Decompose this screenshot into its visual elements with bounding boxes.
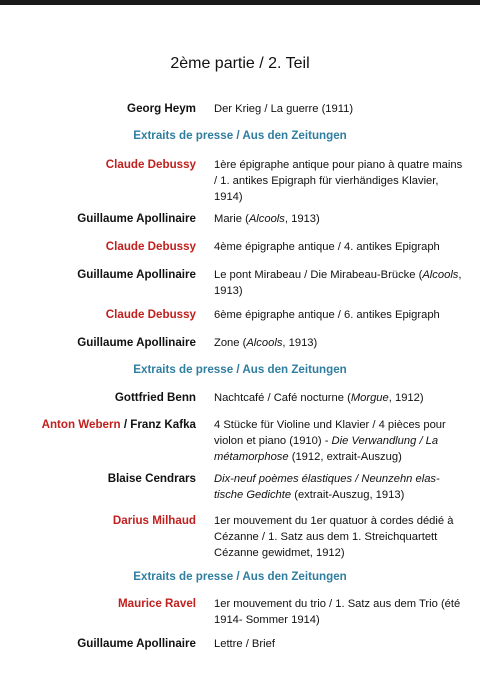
author-name-webern: Anton Webern xyxy=(41,418,121,431)
work-title: 1er mouvement du trio / 1. Satz aus dem Trio (été 1914- Sommer 1914) xyxy=(214,598,461,626)
work-text: Zone ( xyxy=(214,337,247,349)
work-italic: Dix-neuf poèmes élastiques / Neunzehn elas-tische Gedichte xyxy=(214,473,440,501)
work-text: , 1912) xyxy=(388,392,424,404)
press-label-de: Aus den Zeitungen xyxy=(242,570,347,583)
work-text: (1912, extrait-Auszug) xyxy=(288,451,402,463)
press-excerpts-heading xyxy=(0,569,480,585)
work-title xyxy=(214,417,466,465)
work-italic: Alcools xyxy=(246,337,283,349)
author-name: Claude Debussy xyxy=(105,308,196,321)
work-italic: Alcools xyxy=(248,213,285,225)
work-title: Lettre / Brief xyxy=(214,638,275,650)
press-label-de: Aus den Zeitungen xyxy=(242,363,347,376)
work-text: Marie ( xyxy=(214,213,249,225)
author-name: Claude Debussy xyxy=(105,240,196,253)
author-name: Georg Heym xyxy=(127,102,196,115)
work-text: , 1913) xyxy=(282,337,318,349)
author-name-kafka: Franz Kafka xyxy=(130,418,196,431)
work-text: (extrait-Auszug, 1913) xyxy=(291,489,405,501)
author-name: Gottfried Benn xyxy=(114,391,196,404)
work-title xyxy=(214,390,466,406)
press-excerpts-heading xyxy=(0,128,480,144)
press-label-separator: / xyxy=(233,570,243,583)
work-title: 1ère épigraphe antique pour piano à quatre mains / 1. antikes Epigraph für vierhändiges Klavier, 1914) xyxy=(214,159,463,203)
author-name: Maurice Ravel xyxy=(118,597,196,610)
author-name: Guillaume Apollinaire xyxy=(77,268,196,281)
work-italic: Alcools xyxy=(422,269,459,281)
press-label-fr: Extraits de presse xyxy=(133,363,234,376)
work-title xyxy=(214,267,466,299)
press-label-separator: / xyxy=(233,129,243,142)
author-name: Blaise Cendrars xyxy=(107,472,196,485)
work-italic: Morgue xyxy=(350,392,389,404)
work-title xyxy=(214,471,466,503)
work-text: , 1913) xyxy=(284,213,320,225)
work-title: 1er mouvement du 1er quatuor à cordes dédié à Cézanne / 1. Satz aus dem 1. Streichquartett Cézanne gewidmet, 1912) xyxy=(214,515,454,559)
work-italic: Die Verwandlung / La métamorphose xyxy=(214,435,439,463)
author-name: Guillaume Apollinaire xyxy=(77,336,196,349)
work-text: , 1913) xyxy=(214,269,462,297)
press-label-fr: Extraits de presse xyxy=(133,129,234,142)
author-name: Guillaume Apollinaire xyxy=(77,637,196,650)
author-name: Claude Debussy xyxy=(105,158,196,171)
press-label-fr: Extraits de presse xyxy=(133,570,234,583)
work-title: Der Krieg / La guerre (1911) xyxy=(214,103,354,115)
work-title: 4ème épigraphe antique / 4. antikes Epigraph xyxy=(214,241,440,253)
press-label-separator: / xyxy=(233,363,243,376)
work-title: 6ème épigraphe antique / 6. antikes Epigraph xyxy=(214,309,440,321)
author-separator: / xyxy=(120,418,131,431)
press-label-de: Aus den Zeitungen xyxy=(242,129,347,142)
author-name: Guillaume Apollinaire xyxy=(77,212,196,225)
author-name: Darius Milhaud xyxy=(112,514,196,527)
work-title xyxy=(214,211,466,227)
press-excerpts-heading xyxy=(0,362,480,378)
work-title xyxy=(214,335,466,351)
work-text: Nachtcafé / Café nocturne ( xyxy=(214,392,351,404)
page-title: 2ème partie / 2. Teil xyxy=(170,55,310,72)
author-name xyxy=(42,417,196,433)
work-text: 4 Stücke für Violine und Klavier / 4 pièces pour violon et piano (1910) - xyxy=(214,419,446,447)
work-text: Le pont Mirabeau / Die Mirabeau-Brücke ( xyxy=(214,269,423,281)
